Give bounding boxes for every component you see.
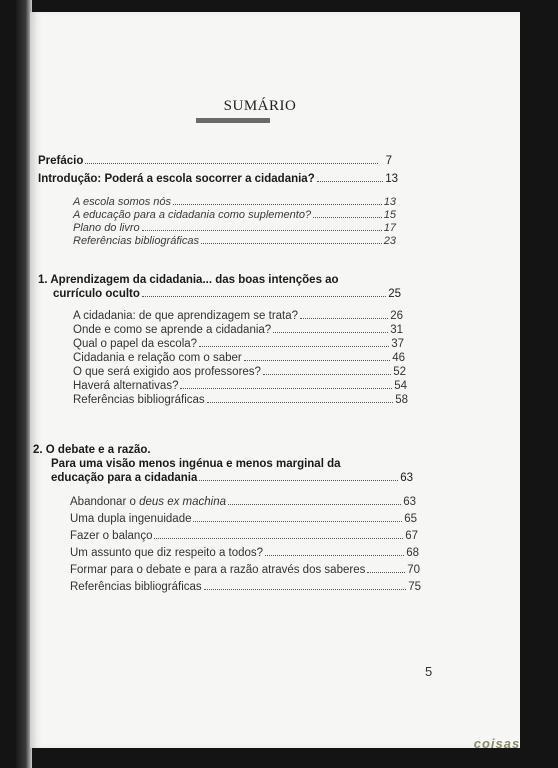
chapter-1-heading-line2: currículo oculto 25: [53, 288, 401, 300]
toc-entry: Haverá alternativas? 54: [73, 380, 407, 392]
chapter-2-subheading: Para uma visão menos ingénua e menos marginal da: [51, 458, 341, 470]
chapter-2-heading-line3: educação para a cidadania 63: [51, 472, 413, 484]
toc-entry: Um assunto que diz respeito a todos? 68: [70, 547, 419, 559]
toc-entry: Onde e como se aprende a cidadania? 31: [73, 324, 403, 336]
toc-entry: Fazer o balanço 67: [70, 530, 418, 542]
toc-entry: Plano do livro 17: [73, 222, 396, 234]
watermark-logo: coisas: [473, 736, 521, 751]
toc-entry: A cidadania: de que aprendizagem se trata? 26: [73, 310, 403, 322]
chapter-2-heading: 2. O debate e a razão.: [33, 444, 151, 456]
chapter-1-heading: 1. Aprendizagem da cidadania... das boas intenções ao: [38, 274, 339, 286]
toc-entry: A educação para a cidadania como suplemento? 15: [73, 209, 396, 221]
toc-entry: Referências bibliográficas 58: [73, 394, 408, 406]
toc-entry-prefacio: Prefácio 7: [38, 155, 392, 167]
page-number: 5: [425, 664, 433, 679]
toc-entry: A escola somos nós 13: [73, 196, 396, 208]
toc-entry: Formar para o debate e para a razão através dos saberes 70: [70, 564, 420, 576]
toc-entry: Cidadania e relação com o saber 46: [73, 352, 405, 364]
book-page: [30, 12, 520, 748]
toc-entry: Qual o papel da escola? 37: [73, 338, 404, 350]
title-underline: [196, 118, 270, 123]
toc-entry: Referências bibliográficas 23: [73, 235, 396, 247]
page-title: SUMÁRIO: [223, 98, 297, 114]
toc-entry-introducao: Introdução: Poderá a escola socorrer a cidadania? 13: [38, 173, 398, 185]
toc-entry: Abandonar o deus ex machina 63: [70, 496, 416, 508]
toc-entry: Referências bibliográficas 75: [70, 581, 421, 593]
toc-entry: Uma dupla ingenuidade 65: [70, 513, 417, 525]
toc-entry: O que será exigido aos professores? 52: [73, 366, 406, 378]
